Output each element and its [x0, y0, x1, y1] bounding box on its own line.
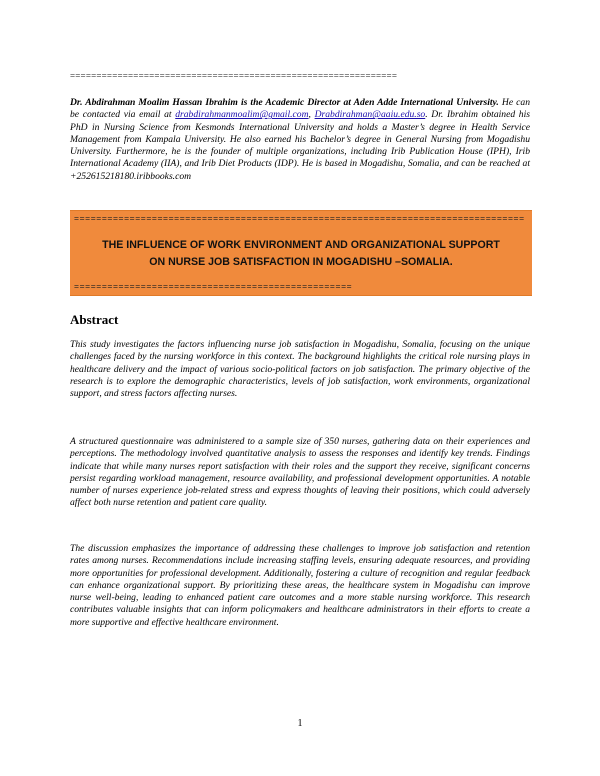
author-name: Dr. Abdirahman Moalim Hassan Ibrahim [70, 97, 238, 108]
abstract-paragraph-3: The discussion emphasizes the importance of addressing these challenges to improve job satisfaction and retention rates among nurses. Recommendations include increasing staffing levels, ensuring adequate resources, and providing more opportunities for professional development. Additionally, fostering a culture of recognition and regular feedback can enhance organizational support. By prioritizing these areas, the healthcare system in Mogadishu can improve nurse well-being, leading to enhanced patient care outcomes and a more stable nursing workforce. This research contributes valuable insights that can inform policymakers and healthcare administrators in their efforts to create a more supportive and effective healthcare environment. [70, 543, 530, 628]
page-number: 1 [297, 718, 303, 729]
banner-rule-bottom: ================================================== [74, 281, 353, 291]
banner-rule-top: ================================================================================= [74, 213, 525, 223]
paper-title-line-2: ON NURSE JOB SATISFACTION IN MOGADISHU –SOMALIA. [149, 256, 453, 268]
paper-title [70, 237, 532, 271]
abstract-paragraph-1: This study investigates the factors influencing nurse job satisfaction in Mogadishu, Somalia, focusing on the unique challenges faced by the nursing workforce in this context. The background highlights the critical role nursing plays in healthcare delivery and the impact of various socio-political factors on job satisfaction. The primary objective of the research is to explore the demographic characteristics, levels of job satisfaction, work environments, organizational support, and stress factors affecting nurses. [70, 339, 530, 400]
abstract-paragraph-2: A structured questionnaire was administered to a sample size of 350 nurses, gathering data on their experiences and perceptions. The methodology involved quantitative analysis to assess the responses and identify key trends. Findings indicate that while many nurses report satisfaction with their roles and the support they receive, significant concerns persist regarding workload management, resource availability, and professional development opportunities. A notable number of nurses experience job-related stress and express thoughts of leaving their positions, which could adversely affect both nurse retention and patient care quality. [70, 436, 530, 509]
top-separator-rule: ============================================================== [70, 71, 398, 81]
contact-text: He can be contacted via email at [70, 97, 531, 121]
abstract-heading: Abstract [70, 312, 119, 327]
email-link-gmail[interactable]: drabdirahmanmoalim@gmail.com [175, 109, 309, 121]
author-role: is the Academic Director at Aden Adde International University. [240, 97, 499, 108]
bio-details: . Dr. Ibrahim obtained his PhD in Nursing Science from Kesmonds International University and holds a Master’s degree in Health Service Management from Kampala University. He also earned his Bachelor’s degree in General Nursing from Mogadishu University. Furthermore, he is the founder of multiple organizations, including Irib Publication House (IPH), Irib International Academy (IIA), and Irib Diet Products (IDP). He is based in Mogadishu, Somalia, and can be reached at +252615218180.iribbooks.com [70, 109, 531, 182]
email-link-aaiu[interactable]: Drabdirahman@aaiu.edu.so [314, 109, 426, 121]
paper-title-line-1: THE INFLUENCE OF WORK ENVIRONMENT AND ORGANIZATIONAL SUPPORT [102, 239, 500, 251]
title-banner [70, 210, 532, 296]
author-bio: Dr. Abdirahman Moalim Hassan Ibrahim is the Academic Director at Aden Adde International University. He can be contacted via email at drabdirahmanmoalim@gmail.com, Drabdirahman@aaiu.edu.so. Dr. Ibrahim obtained his PhD in Nursing Science from Kesmonds International University and holds a Master’s degree in Health Service Management from Kampala University. He also earned his Bachelor’s degree in General Nursing from Mogadishu University. Furthermore, he is the founder of multiple organizations, including Irib Publication House (IPH), Irib International Academy (IIA), and Irib Diet Products (IDP). He is based in Mogadishu, Somalia, and can be reached at +252615218180.iribbooks.com [70, 97, 531, 182]
